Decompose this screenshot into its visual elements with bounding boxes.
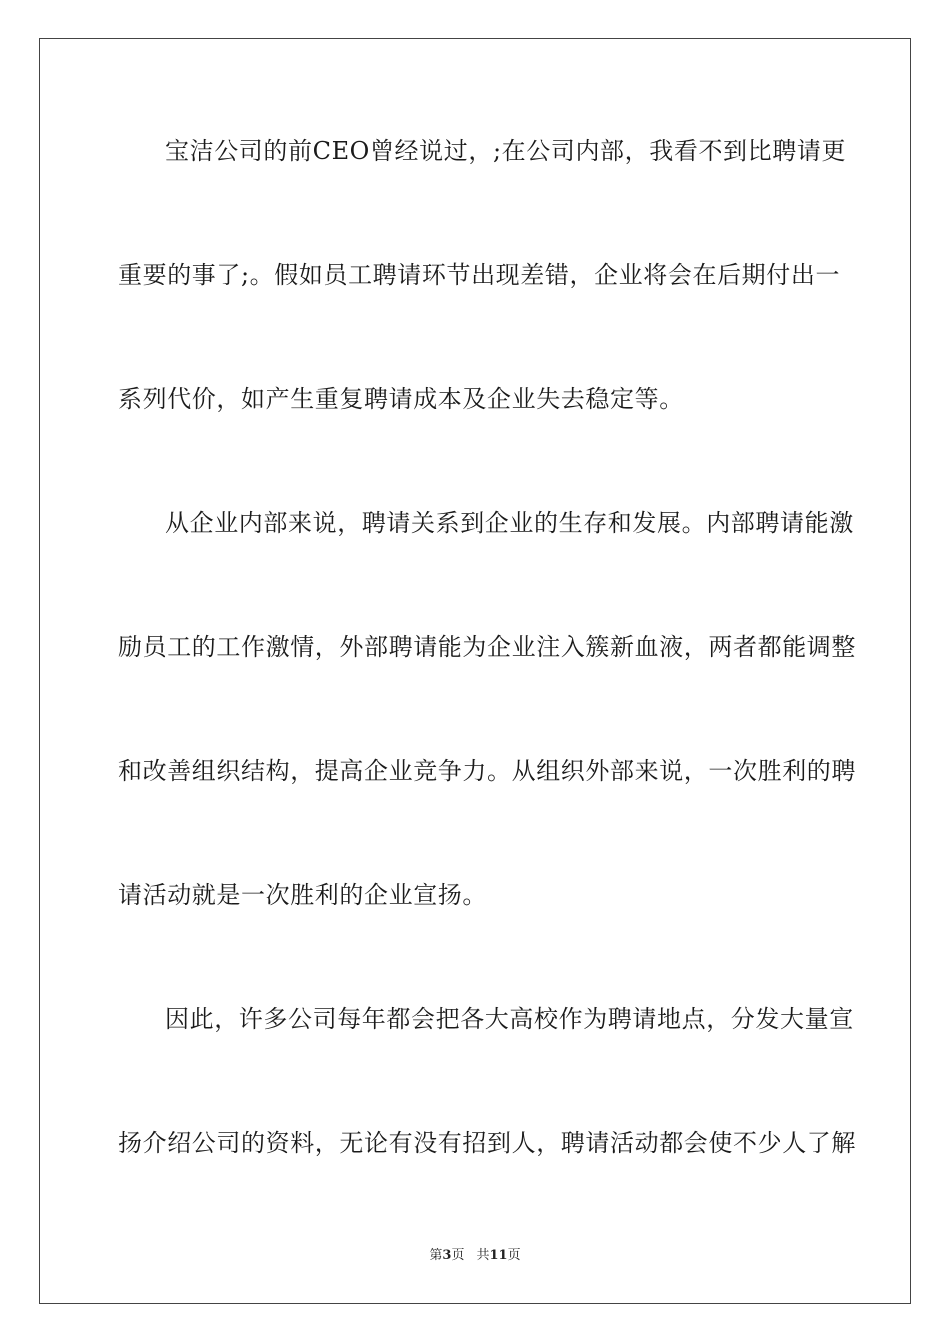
page-border [39,38,911,1304]
paragraph-2-line-4: 请活动就是一次胜利的企业宣扬。 [118,881,487,909]
paragraph-2-line-3: 和改善组织结构，提高企业竞争力。从组织外部来说，一次胜利的聘 [118,757,856,785]
paragraph-2-line-2: 励员工的工作激情，外部聘请能为企业注入簇新血液，两者都能调整 [118,633,856,661]
paragraph-3-line-1: 因此，许多公司每年都会把各大高校作为聘请地点，分发大量宣 [165,1005,854,1033]
paragraph-1-line-1: 宝洁公司的前CEO曾经说过，;在公司内部，我看不到比聘请更 [165,137,847,165]
total-pages: 11 [489,1248,508,1263]
page-prefix: 第 [429,1248,443,1263]
total-prefix: 共 [476,1248,490,1263]
paragraph-3-line-2: 扬介绍公司的资料，无论有没有招到人，聘请活动都会使不少人了解 [118,1129,856,1157]
paragraph-1-line-3: 系列代价，如产生重复聘请成本及企业失去稳定等。 [118,385,684,413]
page-number: 3 [442,1248,452,1263]
page-footer [0,1247,950,1265]
paragraph-1-line-2: 重要的事了;。假如员工聘请环节出现差错，企业将会在后期付出一 [118,261,841,289]
paragraph-2-line-1: 从企业内部来说，聘请关系到企业的生存和发展。内部聘请能激 [165,509,854,537]
total-suffix: 页 [507,1248,521,1263]
page-suffix: 页 [451,1248,465,1263]
